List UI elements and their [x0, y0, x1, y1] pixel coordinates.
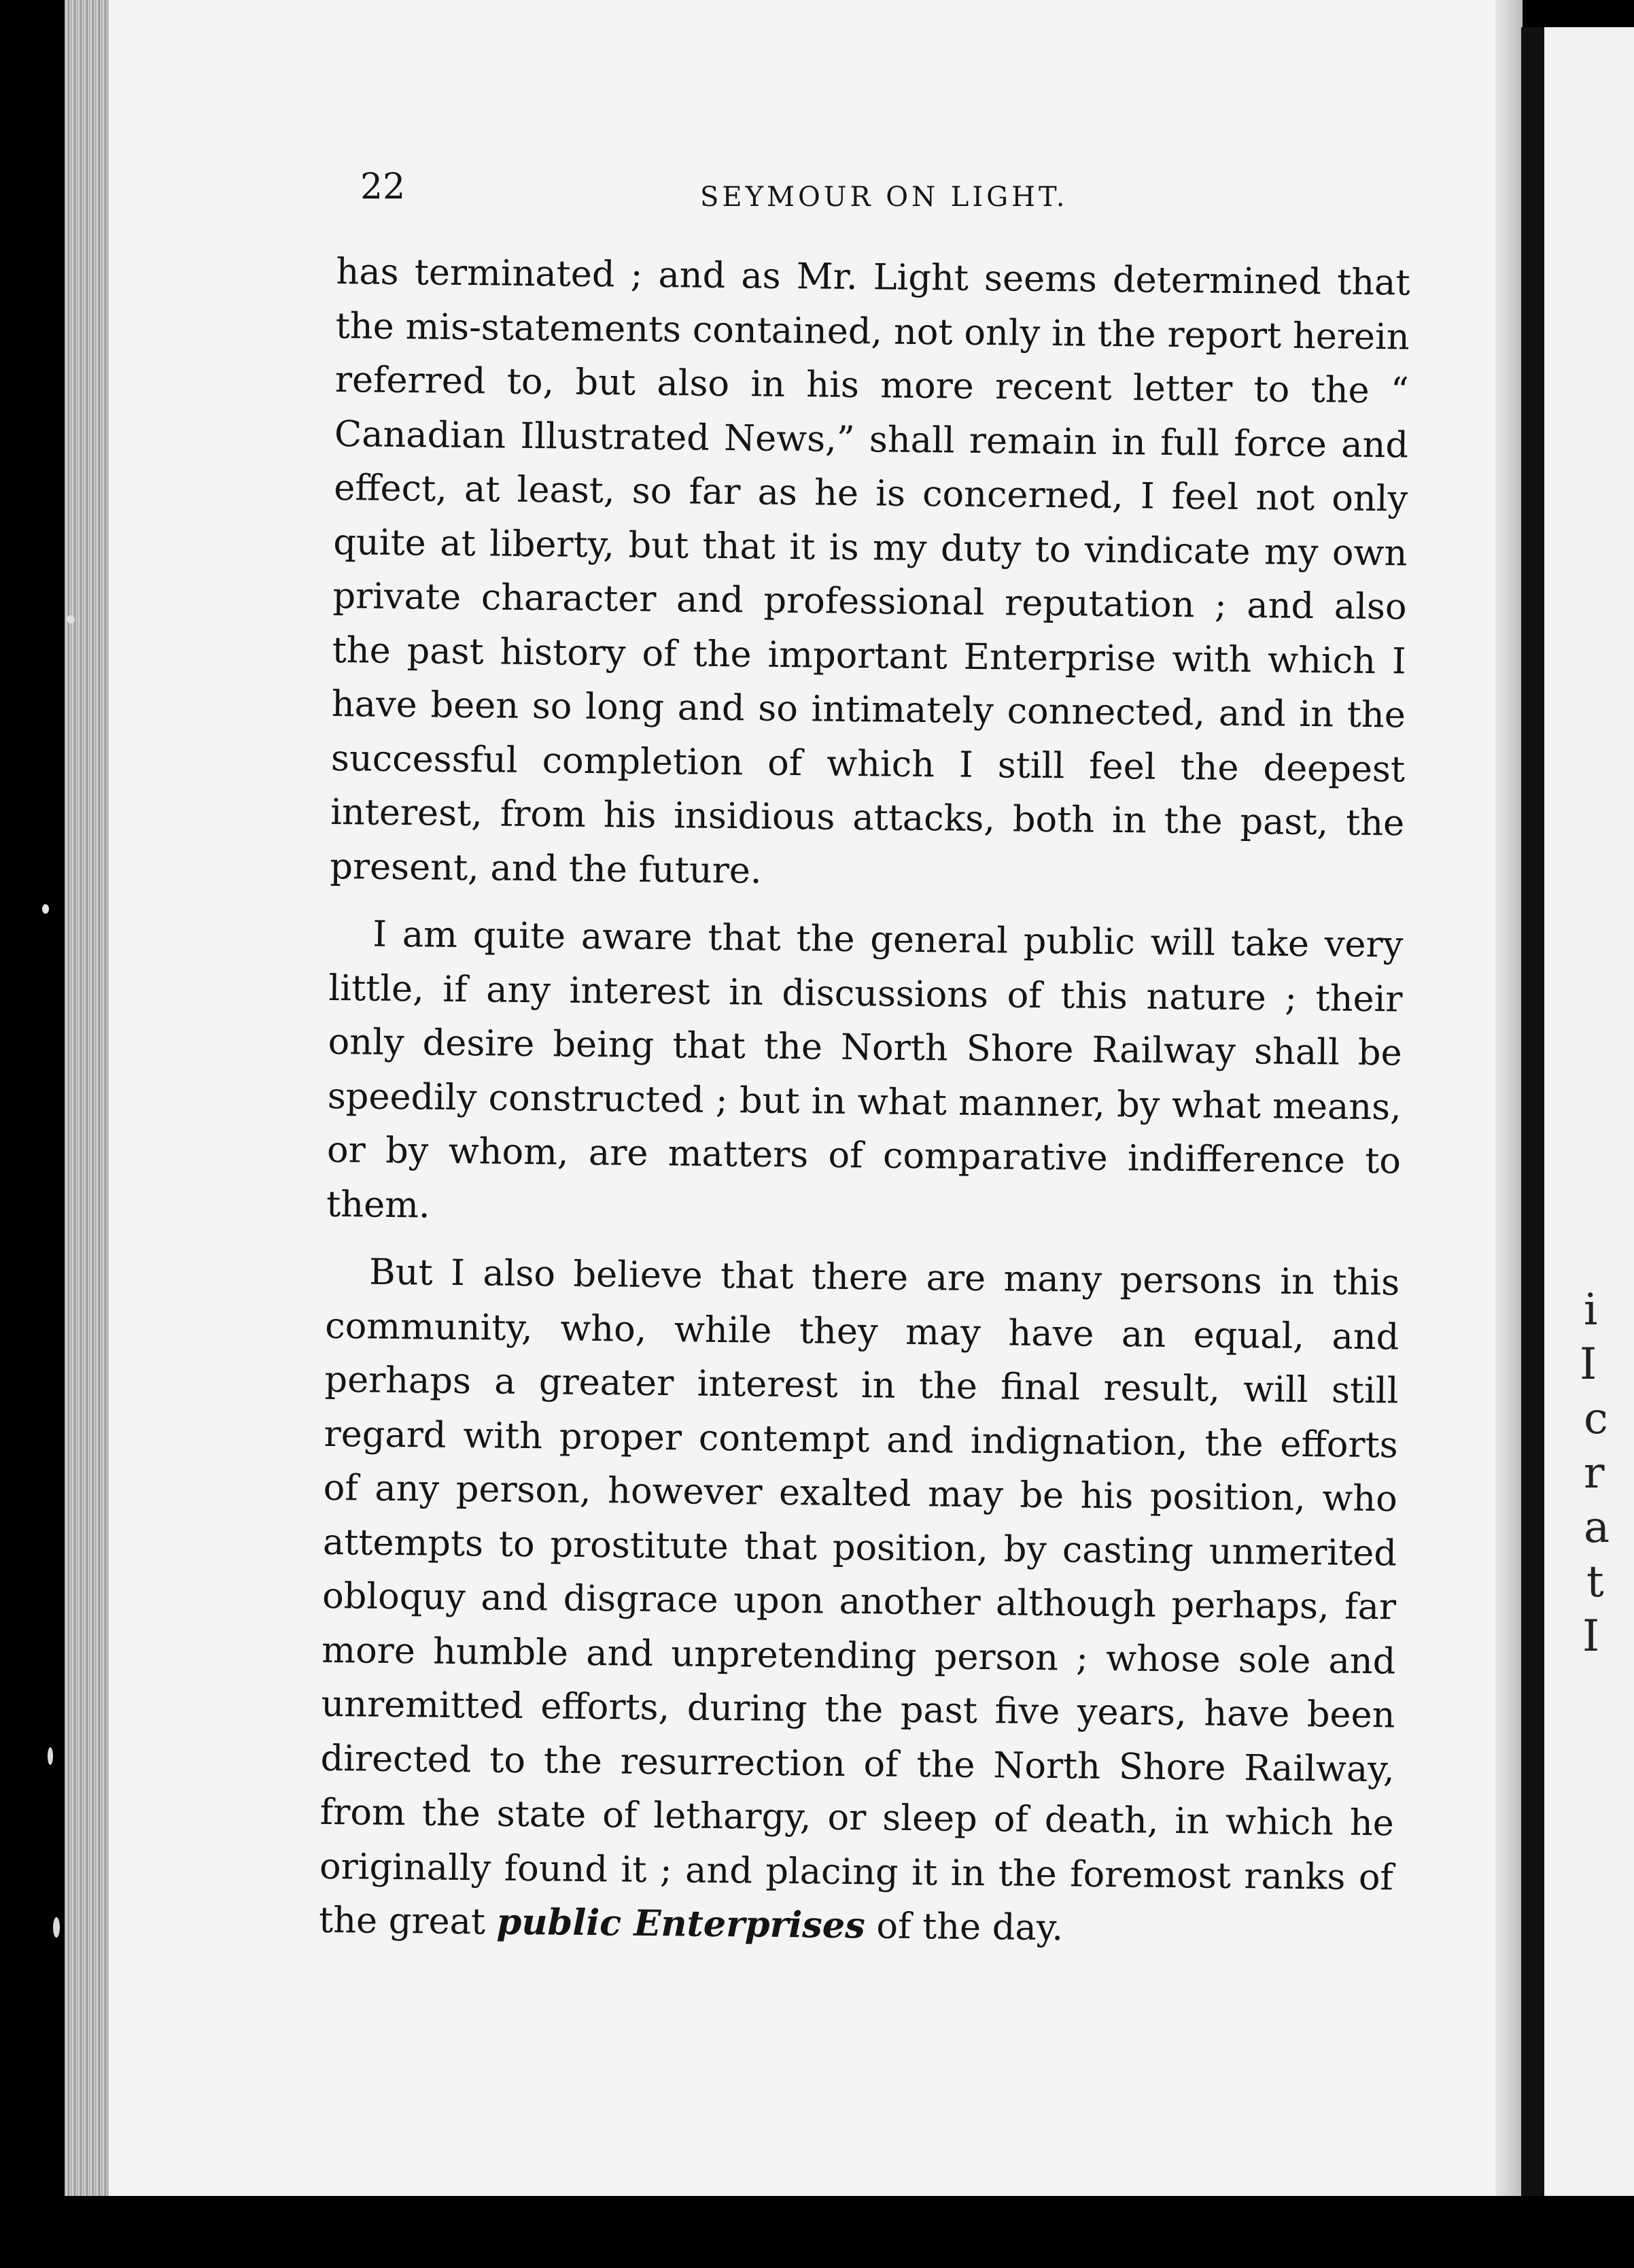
paragraph-community — [319, 1245, 1400, 1959]
paragraph-text: But I also believe that there are many persons in this community, who, while they may have an equal, and perhaps a greater interest in the final result, will still regard with proper contempt and indignation, the efforts of any person, however exalted may be his position, who attempts to prostitute that position, by casting unmerited obloquy and disgrace upon another although perhaps, far more humble and unpretending person ; whose sole and unremitted efforts, during the past five years, have been directed to the resurrection of the North Shore Railway, from the state of lethargy, or sleep of death, in which he originally found it ; and placing it in the foremost ranks of the great — [318, 1251, 1400, 1943]
adjacent-fragment: I — [1582, 1611, 1600, 1662]
adjacent-fragment: i — [1584, 1285, 1598, 1335]
running-title: SEYMOUR ON LIGHT. — [700, 182, 1068, 213]
adjacent-fragment: a — [1584, 1502, 1610, 1553]
adjacent-fragment: t — [1586, 1557, 1604, 1607]
adjacent-page-edge — [1544, 27, 1634, 2196]
page-header — [360, 167, 1393, 228]
gutter-shadow — [1495, 0, 1523, 2196]
bottom-border — [0, 2196, 1634, 2268]
body-text — [319, 245, 1410, 1959]
scan-speck — [67, 615, 75, 623]
page-number: 22 — [360, 167, 406, 207]
paragraph-text-end: of the day. — [876, 1905, 1064, 1949]
adjacent-fragment: r — [1584, 1448, 1605, 1498]
emphasized-phrase: public Enterprises — [496, 1901, 866, 1947]
adjacent-fragment: c — [1584, 1394, 1608, 1444]
paragraph-continuation: has terminated ; and as Mr. Light seems determined that the mis-statements contained, not only in the report herein referred to, but also in his more recent letter to the “ Canadian Illustrated News,” shall remain in full force and effect, at least, so far as he is concerned, I feel not only quite at liberty, but that it is my duty to vindicate my own private character and professional reputation ; and also the past history of the important Enterprise with which I have been so long and so intimately connected, and in the successful completion of which I still feel the deepest interest, from his insidious attacks, both in the past, the present, and the future. — [330, 250, 1410, 892]
scan-speck — [42, 904, 49, 914]
adjacent-fragment: I — [1580, 1339, 1597, 1390]
scan-speck — [53, 1917, 60, 1938]
paragraph-public-interest: I am quite aware that the general public will take very little, if any interest in discussions of this nature ; their only desire being that the North Shore Railway shall be speedily constructed ; but in what manner, by what means, or by whom, are matters of comparative indifference to them. — [326, 913, 1404, 1226]
book-spine — [1521, 27, 1544, 2196]
scan-speck — [48, 1747, 53, 1765]
